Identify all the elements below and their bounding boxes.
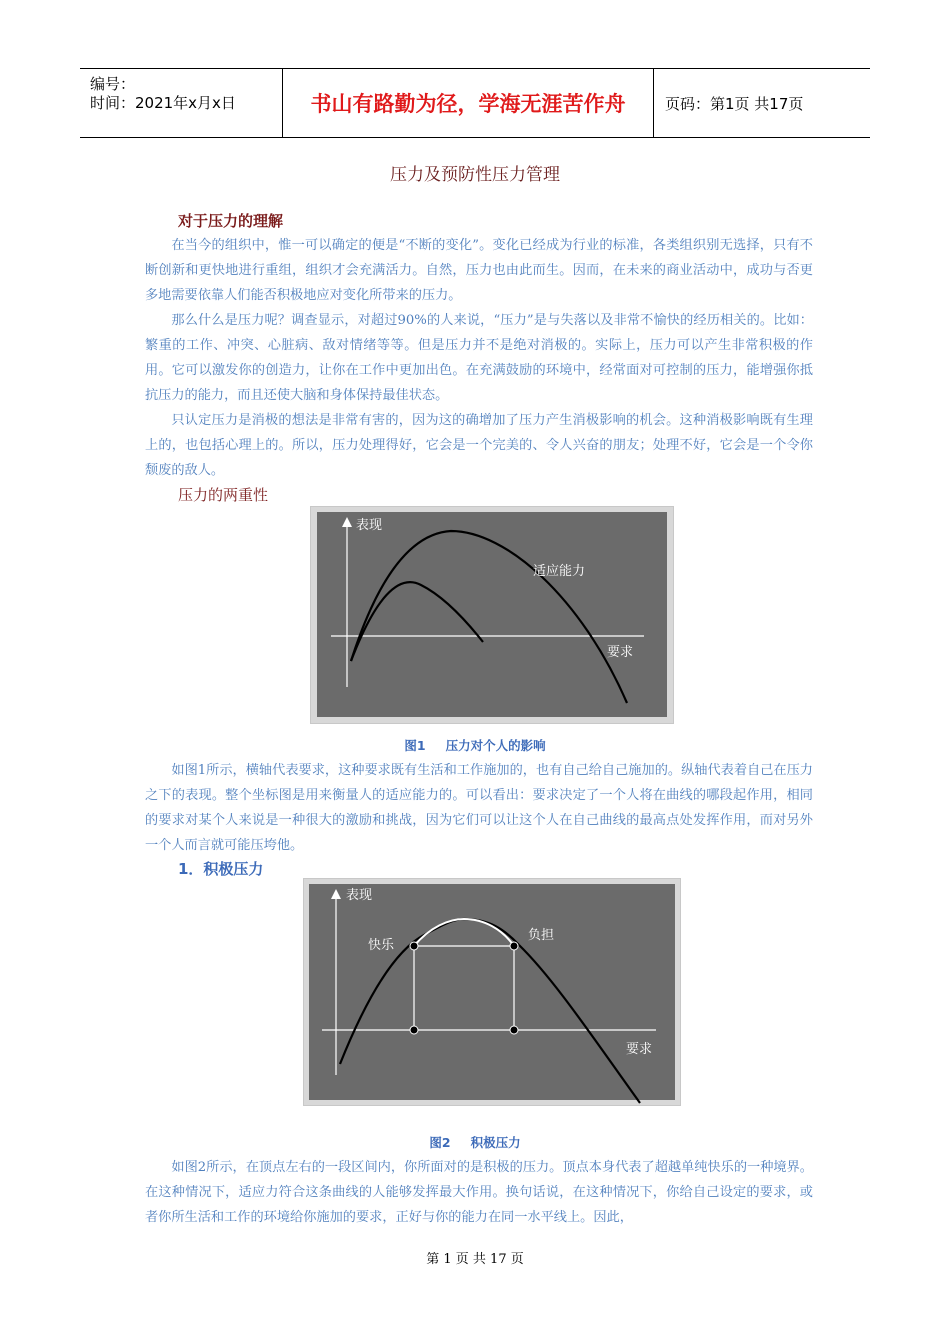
point-burden [510,942,518,950]
figure-2-caption-number: 图2 [429,1135,451,1150]
figure-2 [303,878,681,1106]
header-page-info: 页码：第1页 共17页 [665,95,804,113]
header-motto: 书山有路勤为径，学海无涯苦作舟 [283,69,654,137]
document-title: 压力及预防性压力管理 [390,165,560,185]
subheading-duality: 压力的两重性 [178,486,269,504]
time-label: 时间：2021年x月x日 [90,94,236,112]
point-joy [410,942,418,950]
point-burden-axis [510,1026,518,1034]
number-label: 编号： [90,75,136,93]
paragraph-figure-1-explanation: 如图1所示，横轴代表要求，这种要求既有生活和工作施加的，也有自己给自己施加的。纵轴代表着自己在压力之下的表现。整个坐标图是用来衡量人的适应能力的。可以看出：要求决定了一个人将在曲线的哪段起作用，相同的要求对某个人来说是一种很大的激励和挑战，因为它们可以让这个人在自己曲线的最高点处发挥作用，而对另外一个人而言就可能压垮他。 [145,763,813,853]
y-axis-label: 表现 [356,518,383,533]
curve-label: 适应能力 [533,564,586,579]
header-meta-cell [80,69,283,137]
paragraph-what-is-stress: 那么什么是压力呢？调查显示，对超过90%的人来说，“压力”是与失落以及非常不愉快的经历相关的。比如：繁重的工作、冲突、心脏病、敌对情绪等等。但是压力并不是绝对消极的。实际上，压力可以产生非常积极的作用。它可以激发你的创造力，让你在工作中更加出色。在充满鼓励的环境中，经常面对可控制的压力，能增强你抵抗压力的能力，而且还使大脑和身体保持最佳状态。 [145,313,813,403]
figure-1-caption-number: 图1 [404,738,426,753]
paragraph-negative-view: 只认定压力是消极的想法是非常有害的，因为这的确增加了压力产生消极影响的机会。这种消极影响既有生理上的，也包括心理上的。所以，压力处理得好，它会是一个完美的、令人兴奋的朋友；处理不好，它会是一个令你颓废的敌人。 [145,413,813,478]
joy-label: 快乐 [368,938,395,953]
figure-1 [310,506,674,724]
section-heading-positive-stress: 1．积极压力 [178,860,264,878]
point-joy-axis [410,1026,418,1034]
paragraph-figure-2-explanation: 如图2所示，在顶点左右的一段区间内，你所面对的是积极的压力。顶点本身代表了超越单纯快乐的一种境界。在这种情况下，适应力符合这条曲线的人能够发挥最大作用。换句话说，在这种情况下，你给自己设定的要求，或者你所生活和工作的环境给你施加的要求，正好与你的能力在同一水平线上。因此， [145,1160,813,1225]
figure-1-caption-text: 压力对个人的影响 [445,738,546,753]
page-footer: 第 1 页 共 17 页 [426,1252,524,1267]
paragraph-intro: 在当今的组织中，惟一可以确定的便是“不断的变化”。变化已经成为行业的标准，各类组织别无选择，只有不断创新和更快地进行重组，组织才会充满活力。自然，压力也由此而生。因而，在未来的商业活动中，成功与否更多地需要依靠人们能否积极地应对变化所带来的压力。 [145,238,813,303]
figure-2-caption-text: 积极压力 [470,1135,521,1150]
x-axis-label: 要求 [607,645,634,660]
figure-2-caption [0,1133,950,1151]
section-heading-understanding: 对于压力的理解 [178,212,284,230]
y-axis-label: 表现 [346,888,373,903]
page-header [80,68,870,138]
figure-1-caption [0,736,950,754]
burden-label: 负担 [528,928,555,943]
x-axis-label: 要求 [626,1042,653,1057]
